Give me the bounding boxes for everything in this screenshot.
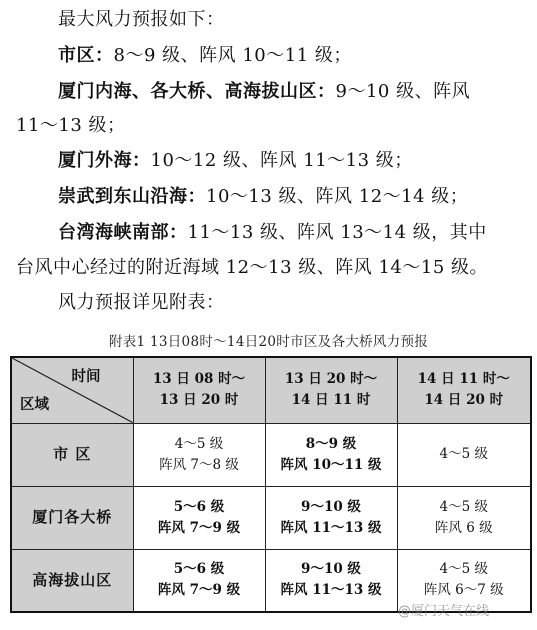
- table-caption: 附表1 13日08时～14日20时市区及各大桥风力预报: [108, 334, 429, 350]
- wind-forecast-table: [10, 356, 532, 613]
- forecast-city: [58, 38, 537, 74]
- table-cell: [133, 549, 265, 612]
- table-cell: [265, 486, 397, 549]
- table-cell: [265, 423, 397, 486]
- forecast-inner-sea-continued: 11～13 级；: [16, 115, 126, 136]
- watermark: @厦门天气在线: [398, 604, 490, 619]
- table-corner-cell: [11, 357, 133, 423]
- forecast-inner-sea-label: 厦门内海、各大桥、高海拔山区：: [58, 81, 336, 102]
- cell-line: 阵风 10～11 级: [280, 456, 382, 473]
- table-header-row: [11, 357, 531, 423]
- forecast-strait: [58, 215, 537, 251]
- forecast-coast-text: 10～13 级、阵风 12～14 级；: [206, 186, 469, 207]
- cell-line: 4～5 级: [174, 435, 224, 452]
- forecast-strait-continued: 台风中心经过的附近海域 12～13 级、阵风 14～15 级。: [16, 257, 489, 278]
- table-row: [11, 486, 531, 549]
- column-header-line: 14 日 20 时: [424, 392, 504, 409]
- cell-line: 9～10 级: [301, 561, 361, 578]
- cell-line: 5～6 级: [173, 561, 225, 578]
- column-header: [265, 357, 397, 423]
- corner-region-label: 区域: [20, 395, 49, 413]
- column-header-line: 13 日 20 时: [159, 392, 239, 409]
- column-header-line: 14 日 11 时～: [417, 371, 510, 388]
- column-header: [397, 357, 531, 423]
- cell-line: 5～6 级: [173, 498, 225, 515]
- column-header-line: 13 日 08 时～: [152, 371, 246, 388]
- forecast-city-label: 市区：: [58, 45, 114, 66]
- table-cell: [133, 486, 265, 549]
- forecast-inner-sea: [58, 74, 537, 110]
- outro-paragraph: 风力预报详见附表：: [58, 292, 225, 313]
- cell-line: 4～5 级: [439, 446, 488, 462]
- corner-time-label: 时间: [71, 368, 101, 385]
- intro-paragraph: 最大风力预报如下：: [58, 9, 225, 30]
- forecast-strait-label: 台湾海峡南部：: [58, 222, 188, 243]
- cell-line: 9～10 级: [301, 498, 361, 515]
- table-cell: [397, 423, 531, 486]
- forecast-strait-text-a: 11～13 级、阵风 13～14 级，其中: [187, 222, 487, 243]
- column-header-line: 13 日 20 时～: [284, 371, 378, 388]
- column-header: [133, 357, 265, 423]
- column-header-line: 14 日 11 时: [291, 392, 371, 409]
- cell-line: 4～5 级: [439, 561, 488, 578]
- forecast-city-text: 8～9 级、阵风 10～11 级；: [113, 45, 352, 66]
- forecast-outer-sea-text: 10～12 级、阵风 11～13 级；: [150, 150, 413, 171]
- row-header: 高海拔山区: [11, 549, 133, 612]
- cell-line: 阵风 7～9 级: [157, 582, 241, 599]
- cell-line: 8～9 级: [305, 435, 357, 452]
- forecast-coast-label: 崇武到东山沿海：: [58, 186, 206, 207]
- row-header: 市 区: [11, 423, 133, 486]
- table-cell: [397, 486, 531, 549]
- row-header: 厦门各大桥: [11, 486, 133, 549]
- forecast-outer-sea-label: 厦门外海：: [58, 150, 151, 171]
- cell-line: 4～5 级: [439, 498, 488, 515]
- cell-line: 阵风 7～9 级: [157, 519, 241, 536]
- table-cell: [265, 549, 397, 612]
- forecast-outer-sea: [58, 143, 537, 179]
- cell-line: 阵风 7～8 级: [159, 456, 239, 473]
- cell-line: 阵风 11～13 级: [280, 519, 382, 536]
- cell-line: 阵风 6 级: [434, 519, 493, 536]
- forecast-coast: [58, 179, 537, 215]
- cell-line: 阵风 11～13 级: [280, 582, 382, 599]
- table-cell: [133, 423, 265, 486]
- cell-line: 阵风 6～7 级: [423, 582, 504, 599]
- table-row: [11, 423, 531, 486]
- forecast-inner-sea-text-a: 9～10 级、阵风: [335, 81, 471, 102]
